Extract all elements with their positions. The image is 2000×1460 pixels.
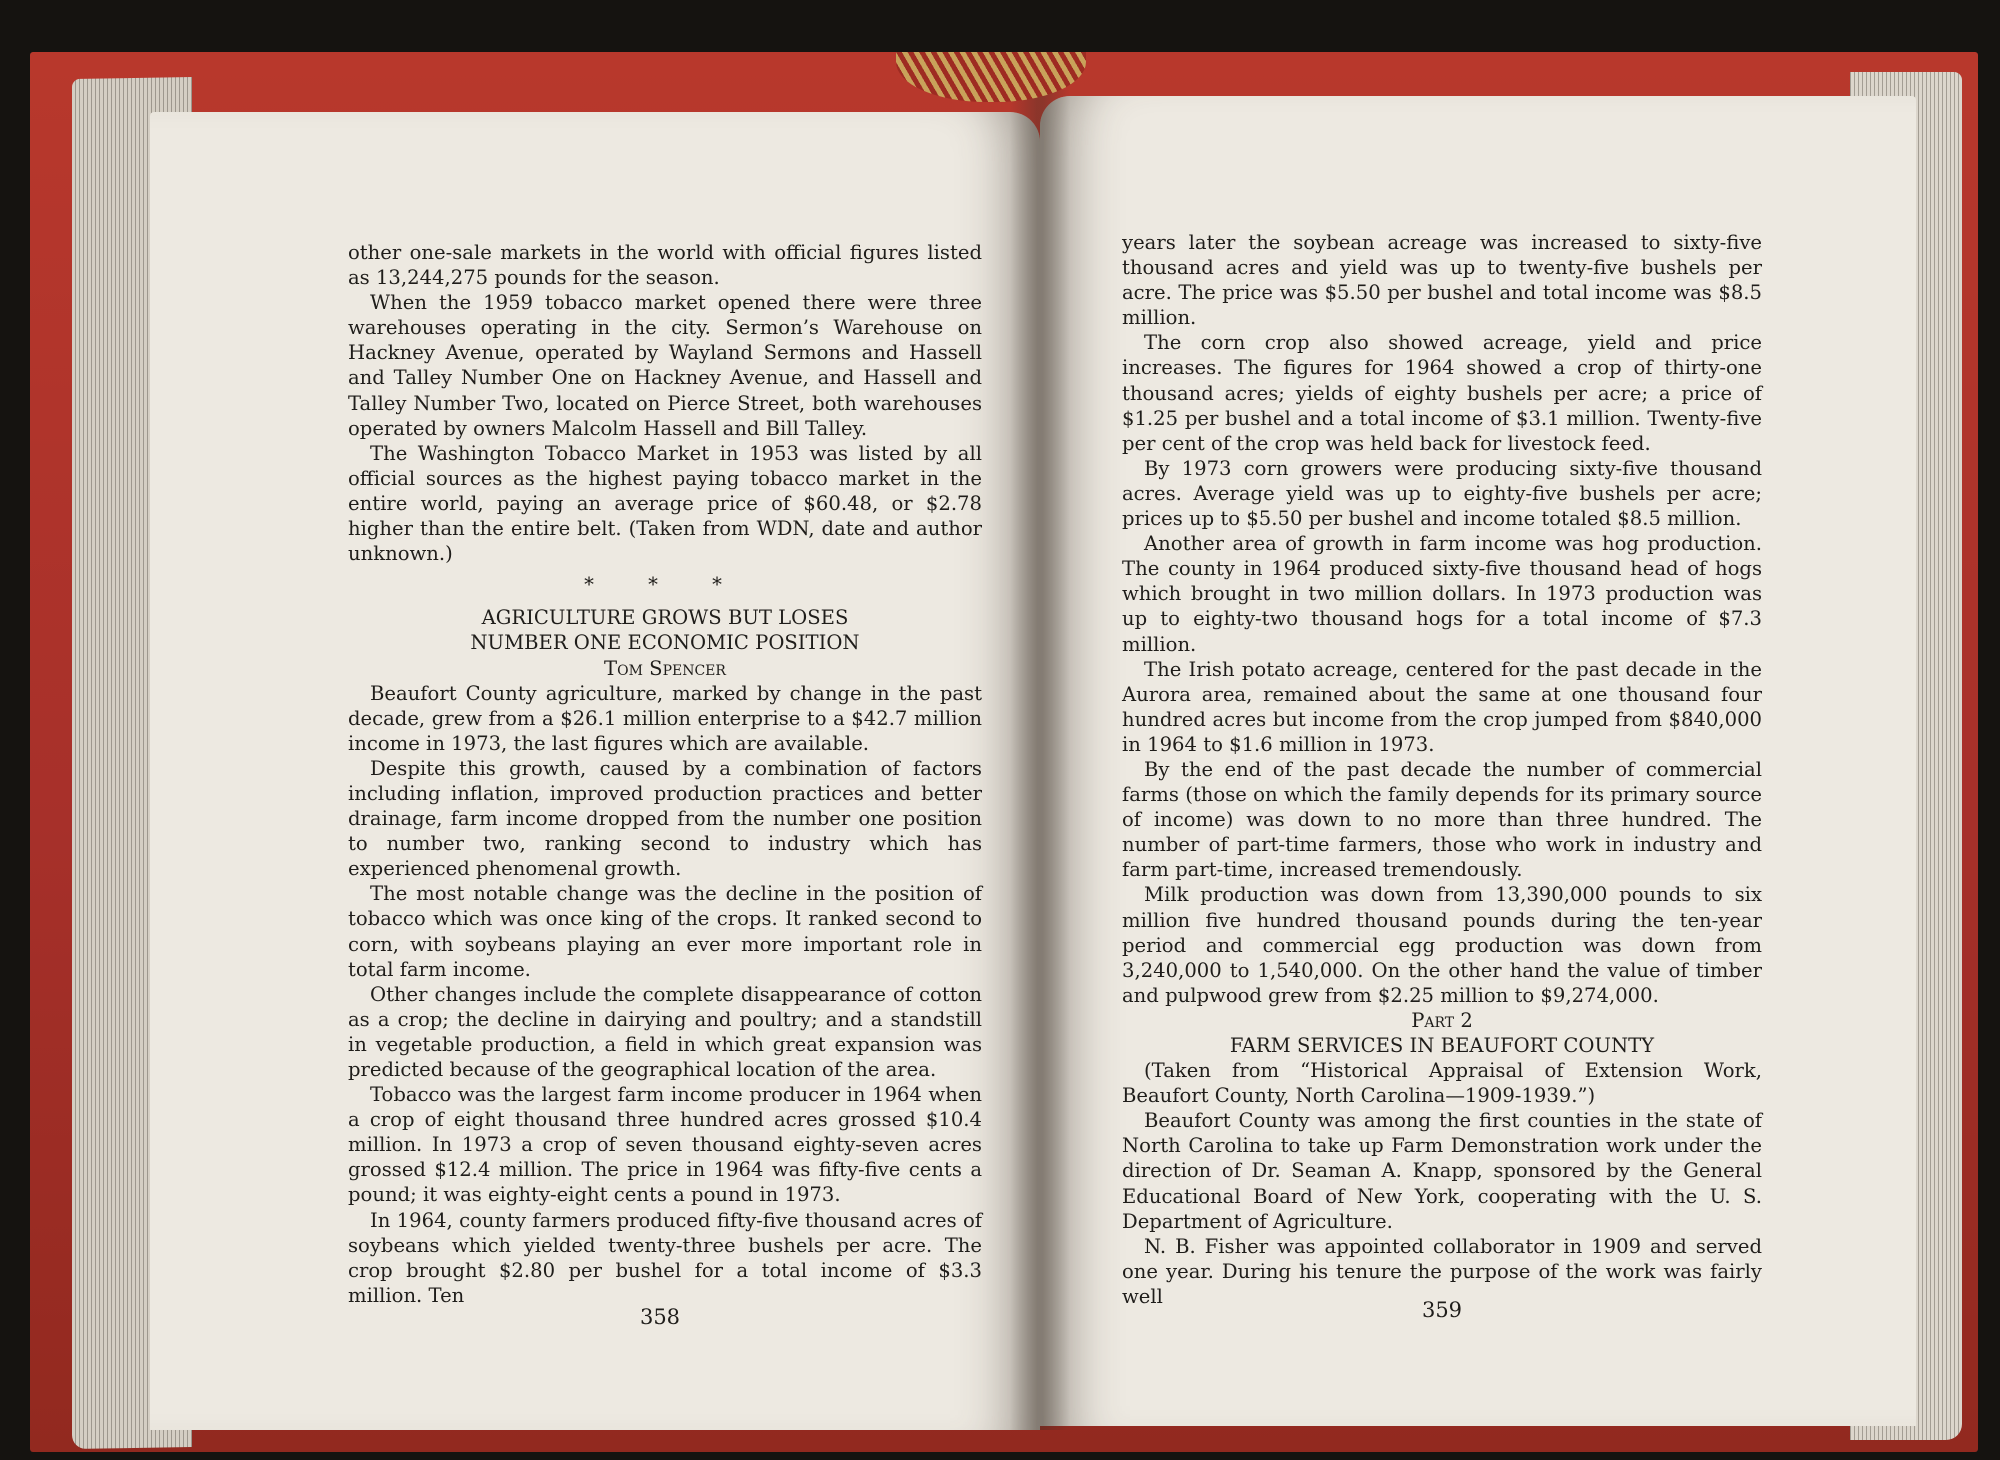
page-number-left: 358 <box>639 1305 681 1329</box>
paragraph: Beaufort County agriculture, marked by change in the past decade, grew from a $26.1 million enterprise to a $42.7 million income in 1973, the last figures which are available. <box>348 681 982 755</box>
left-page-text <box>348 240 982 1308</box>
article-heading-line-1: AGRICULTURE GROWS BUT LOSES <box>481 606 849 630</box>
paragraph: The Irish potato acreage, centered for the past decade in the Aurora area, remained about the same at one thousand four hundred acres but income from the crop jumped from $840,000 in 1964 to $1.6 million in 1973. <box>1122 657 1762 756</box>
paragraph: By the end of the past decade the number of commercial farms (those on which the family depends for its primary source of income) was down to no more than three hundred. The number of part-time farmers, those who work in industry and farm part-time, increased tremendously. <box>1122 757 1762 882</box>
paragraph: Despite this growth, caused by a combination of factors including inflation, improved production practices and better drainage, farm income dropped from the number one position to number two, ranking second to industry which has experienced phenomenal growth. <box>348 756 982 881</box>
paragraph: The most notable change was the decline in the position of tobacco which was once king of the crops. It ranked second to corn, with soybeans playing an ever more important role in total farm income. <box>348 882 982 981</box>
paragraph: Tobacco was the largest farm income producer in 1964 when a crop of eight thousand three hundred acres grossed $10.4 million. In 1973 a crop of seven thousand eighty-seven acres grossed $12.4 million. The price in 1964 was fifty-five cents a pound; it was eighty-eight cents a pound in 1973. <box>348 1083 982 1207</box>
paragraph: Other changes include the complete disappearance of cotton as a crop; the decline in dairying and poultry; and a standstill in vegetable production, a field in which great expansion was predicted because of the geographical location of the area. <box>348 982 982 1081</box>
article-author: Tom Spencer <box>604 656 726 680</box>
article-heading-line-2: NUMBER ONE ECONOMIC POSITION <box>470 631 860 655</box>
paragraph: Another area of growth in farm income was hog production. The county in 1964 produced sixty-five thousand head of hogs which brought in two million dollars. In 1973 production was up to eighty-two thousand hogs for a total income of $7.3 million. <box>1122 532 1762 656</box>
paragraph: Milk production was down from 13,390,000 pounds to six million five hundred thousand pounds during the ten-year period and commercial egg production was down from 3,240,000 to 1,540,000. On the other hand the value of timber and pulpwood grew from $2.25 million to $9,274,000. <box>1122 883 1762 1007</box>
section-separator: * * * <box>584 573 746 597</box>
paragraph: When the 1959 tobacco market opened there were three warehouses operating in the city. Sermon’s Warehouse on Hackney Avenue, operated by Wayland Sermons and Hassell and Talley Number One on Hackney Avenue, and Hassell and Talley Number Two, located on Pierce Street, both warehouses operated by owners Malcolm Hassell and Bill Talley. <box>348 291 982 440</box>
book-gutter <box>1010 90 1070 1430</box>
paragraph: N. B. Fisher was appointed collaborator in 1909 and served one year. During his tenure the purpose of the work was fairly well <box>1122 1234 1762 1308</box>
paragraph: other one-sale markets in the world with official figures listed as 13,244,275 pounds for the season. <box>348 241 982 290</box>
paragraph: (Taken from “Historical Appraisal of Extension Work, Beaufort County, North Carolina—1909-1939.”) <box>1122 1059 1762 1108</box>
part-heading: FARM SERVICES IN BEAUFORT COUNTY <box>1229 1034 1655 1057</box>
paragraph: The Washington Tobacco Market in 1953 was listed by all official sources as the highest paying tobacco market in the entire world, paying an average price of $60.48, or $2.78 higher than the entire belt. (Taken from WDN, date and author unknown.) <box>348 441 982 566</box>
page-number-right: 359 <box>1421 1298 1463 1322</box>
right-page-text <box>1122 230 1762 1309</box>
paragraph: years later the soybean acreage was increased to sixty-five thousand acres and yield was up to twenty-five bushels per acre. The price was $5.50 per bushel and total income was $8.5 million. <box>1122 231 1762 330</box>
paragraph: The corn crop also showed acreage, yield and price increases. The figures for 1964 showed a crop of thirty-one thousand acres; yields of eighty bushels per acre; a price of $1.25 per bushel and a total income of $3.1 million. Twenty-five per cent of the crop was held back for livestock feed. <box>1122 331 1762 455</box>
paragraph: By 1973 corn growers were producing sixty-five thousand acres. Average yield was up to eighty-five bushels per acre; prices up to $5.50 per bushel and income totaled $8.5 million. <box>1122 456 1762 531</box>
part-label: Part 2 <box>1411 1008 1473 1032</box>
paragraph: Beaufort County was among the first counties in the state of North Carolina to take up Farm Demonstration work under the direction of Dr. Seaman A. Knapp, sponsored by the General Educational Board of New York, cooperating with the U. S. Department of Agriculture. <box>1122 1109 1762 1233</box>
paragraph: In 1964, county farmers produced fifty-five thousand acres of soybeans which yielded twenty-three bushels per acre. The crop brought $2.80 per bushel for a total income of $3.3 million. Ten <box>348 1208 982 1307</box>
